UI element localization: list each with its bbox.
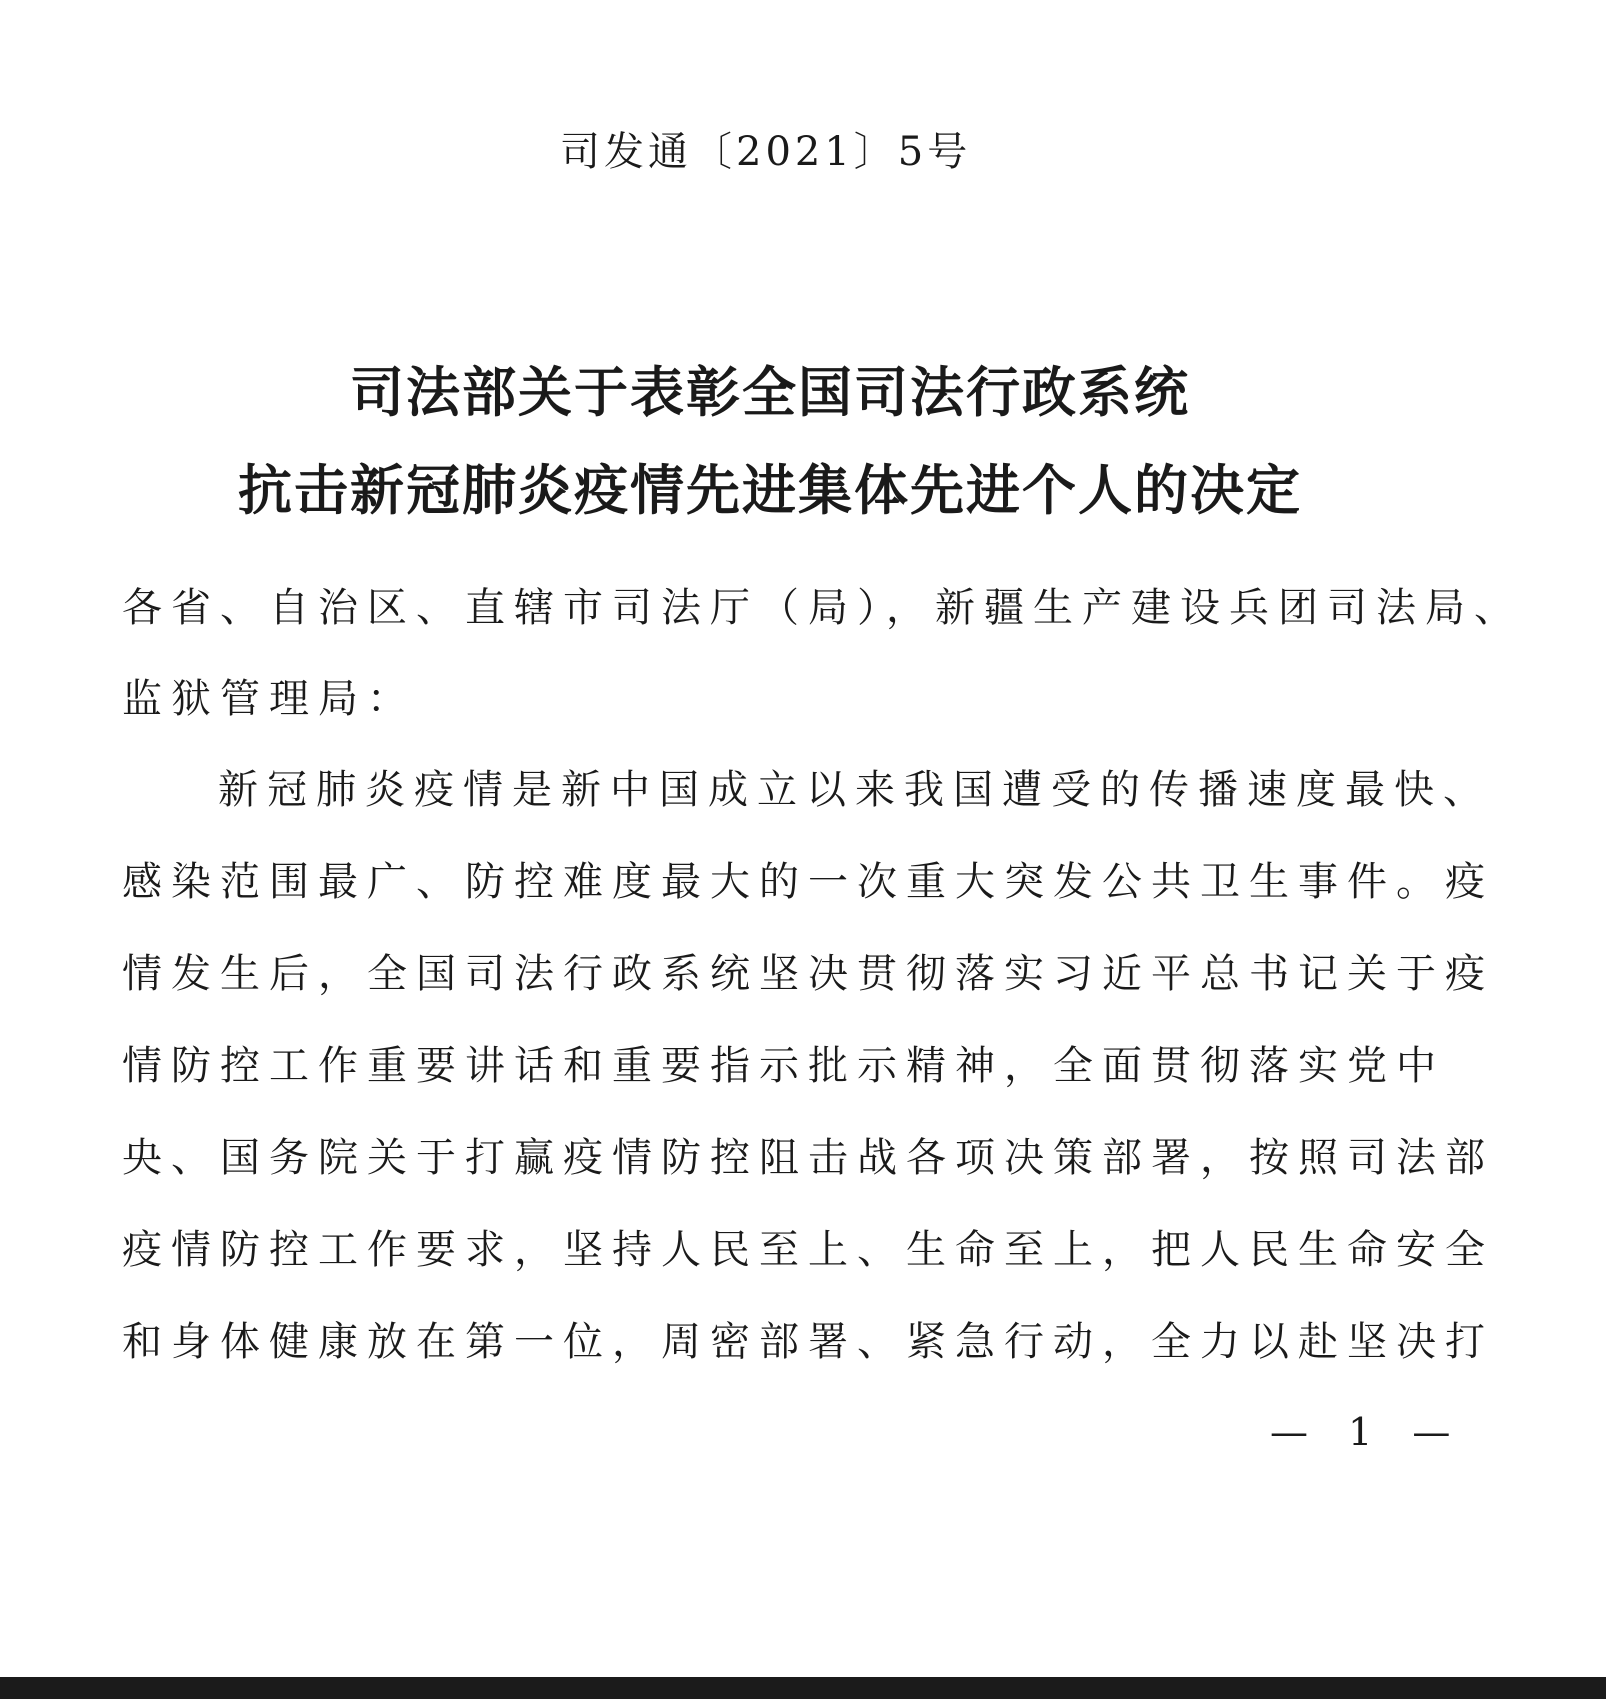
body-line-3: 情发生后，全国司法行政系统坚决贯彻落实习近平总书记关于疫	[122, 951, 1494, 997]
body-line-2: 感染范围最广、防控难度最大的一次重大突发公共卫生事件。疫	[122, 859, 1494, 905]
document-number: 司发通〔2021〕5号	[560, 129, 972, 175]
page-number: — 1 —	[1270, 1410, 1465, 1454]
document-title-line-2: 抗击新冠肺炎疫情先进集体先进个人的决定	[238, 459, 1302, 522]
scan-bottom-edge	[0, 1677, 1606, 1699]
body-line-1: 新冠肺炎疫情是新中国成立以来我国遭受的传播速度最快、	[218, 767, 1492, 813]
addressee-line-2: 监狱管理局：	[122, 676, 416, 722]
body-line-5: 央、国务院关于打赢疫情防控阻击战各项决策部署，按照司法部	[122, 1135, 1494, 1181]
addressee-line-1: 各省、自治区、直辖市司法厅（局），新疆生产建设兵团司法局、	[122, 585, 1523, 631]
body-line-7: 和身体健康放在第一位，周密部署、紧急行动，全力以赴坚决打	[122, 1319, 1494, 1365]
body-line-4: 情防控工作重要讲话和重要指示批示精神，全面贯彻落实党中	[122, 1043, 1445, 1089]
body-line-6: 疫情防控工作要求，坚持人民至上、生命至上，把人民生命安全	[122, 1227, 1494, 1273]
document-title-line-1: 司法部关于表彰全国司法行政系统	[350, 361, 1190, 424]
